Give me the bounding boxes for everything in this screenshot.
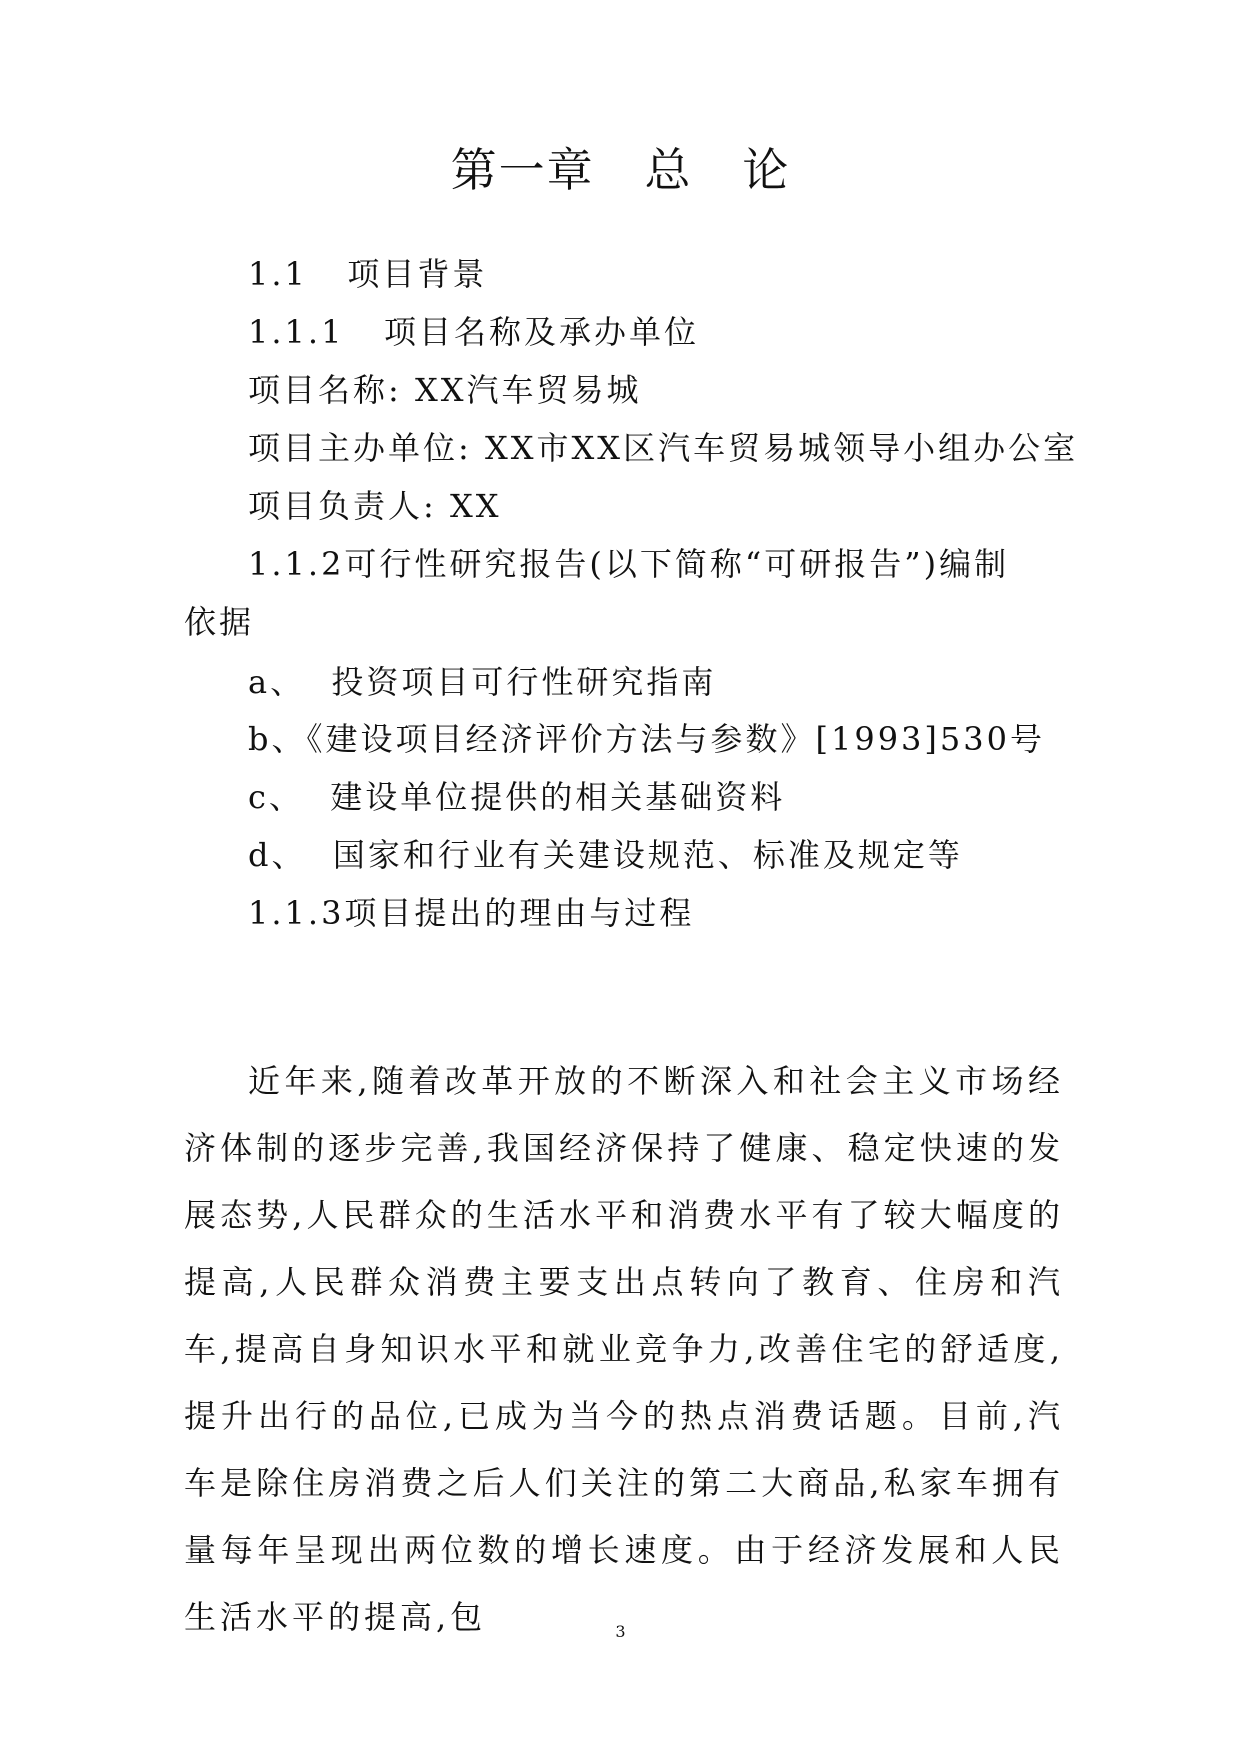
responsible-person-line: 项目负责人: XX xyxy=(248,487,502,525)
list-item-b: b、《建设项目经济评价方法与参数》[1993]530号 xyxy=(248,720,1045,758)
list-item-a: a、 投资项目可行性研究指南 xyxy=(248,663,717,701)
section-heading-1-1-1: 1.1.1 项目名称及承办单位 xyxy=(248,313,699,351)
section-heading-1-1: 1.1 项目背景 xyxy=(248,255,488,293)
project-name-line: 项目名称: XX汽车贸易城 xyxy=(248,371,642,409)
list-item-c: c、 建设单位提供的相关基础资料 xyxy=(248,778,786,816)
section-heading-1-1-3: 1.1.3项目提出的理由与过程 xyxy=(248,894,695,932)
chapter-title: 第一章 总 论 xyxy=(450,143,791,197)
page-number: 3 xyxy=(615,1622,626,1641)
body-paragraph: 近年来,随着改革开放的不断深入和社会主义市场经济体制的逐步完善,我国经济保持了健康、稳定快速的发展态势,人民群众的生活水平和消费水平有了较大幅度的提高,人民群众消费主要支出点转向了教育、住房和汽车,提高自身知识水平和就业竞争力,改善住宅的舒适度,提升出行的品位,已成为当今的热点消费话题。目前,汽车是除住房消费之后人们关注的第二大商品,私家车拥有量每年呈现出两位数的增长速度。由于经济发展和人民生活水平的提高,包 xyxy=(184,1062,1064,1636)
section-heading-1-1-2-continued: 依据 xyxy=(184,603,255,641)
section-heading-1-1-2: 1.1.2可行性研究报告(以下简称“可研报告”)编制 xyxy=(248,545,1010,583)
organizer-line: 项目主办单位: XX市XX区汽车贸易城领导小组办公室 xyxy=(248,429,1079,467)
list-item-d: d、 国家和行业有关建设规范、标准及规定等 xyxy=(248,836,963,874)
